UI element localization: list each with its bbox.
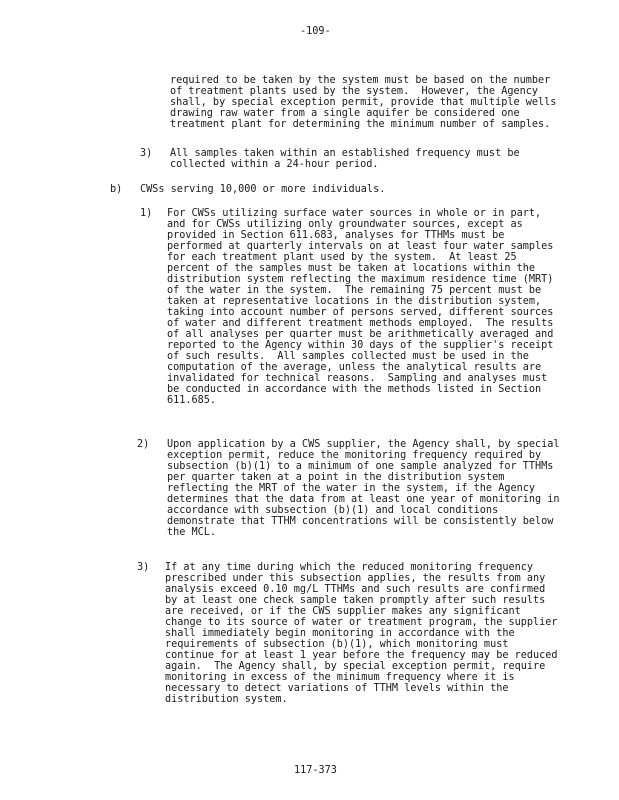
page-number: -109- bbox=[300, 26, 331, 37]
text-line: requirements of subsection (b)(1), which monitoring must bbox=[165, 639, 509, 650]
page-footer-id: 117-373 bbox=[294, 765, 337, 776]
text-line: are received, or if the CWS supplier makes any significant bbox=[165, 606, 521, 617]
text-line: the MCL. bbox=[167, 527, 217, 538]
section-label: b) bbox=[110, 184, 123, 195]
item-number: 1) bbox=[140, 208, 153, 219]
text-line: percent of the samples must be taken at locations within the bbox=[167, 263, 536, 274]
text-line: exception permit, reduce the monitoring frequency required by bbox=[167, 450, 542, 461]
item-paragraph bbox=[167, 208, 553, 406]
text-line: again. The Agency shall, by special exception permit, require bbox=[165, 661, 546, 672]
text-line: by at least one check sample taken promptly after such results bbox=[165, 595, 546, 606]
text-line: distribution system reflecting the maximum residence time (MRT) bbox=[167, 274, 554, 285]
text-line: 611.685. bbox=[167, 395, 217, 406]
text-line: invalidated for technical reasons. Sampling and analyses must bbox=[167, 373, 548, 384]
continued-paragraph bbox=[170, 75, 556, 130]
text-line: change to its source of water or treatment program, the supplier bbox=[165, 617, 558, 628]
text-line: Upon application by a CWS supplier, the Agency shall, by special bbox=[167, 439, 560, 450]
text-line: of the water in the system. The remaining 75 percent must be bbox=[167, 285, 542, 296]
item-number: 2) bbox=[137, 439, 150, 450]
text-line: shall, by special exception permit, provide that multiple wells bbox=[170, 97, 557, 108]
text-line: shall immediately begin monitoring in accordance with the bbox=[165, 628, 515, 639]
text-line: necessary to detect variations of TTHM levels within the bbox=[165, 683, 509, 694]
text-line: analysis exceed 0.10 mg/L TTHMs and such results are confirmed bbox=[165, 584, 546, 595]
text-line: and for CWSs utilizing only groundwater sources, except as bbox=[167, 219, 523, 230]
text-line: of treatment plants used by the system. However, the Agency bbox=[170, 86, 539, 97]
item-paragraph bbox=[170, 148, 520, 170]
text-line: reported to the Agency within 30 days of the supplier's receipt bbox=[167, 340, 554, 351]
text-line: drawing raw water from a single aquifer be considered one bbox=[170, 108, 520, 119]
text-line: performed at quarterly intervals on at least four water samples bbox=[167, 241, 554, 252]
text-line: computation of the average, unless the analytical results are bbox=[167, 362, 542, 373]
text-line: provided in Section 611.683, analyses for TTHMs must be bbox=[167, 230, 505, 241]
text-line: All samples taken within an established frequency must be bbox=[170, 148, 520, 159]
section-heading: CWSs serving 10,000 or more individuals. bbox=[140, 184, 386, 195]
text-line: collected within a 24-hour period. bbox=[170, 159, 379, 170]
text-line: For CWSs utilizing surface water sources in whole or in part, bbox=[167, 208, 542, 219]
text-line: required to be taken by the system must be based on the number bbox=[170, 75, 551, 86]
text-line: taken at representative locations in the distribution system, bbox=[167, 296, 542, 307]
item-number: 3) bbox=[137, 562, 150, 573]
text-line: monitoring in excess of the minimum frequency where it is bbox=[165, 672, 515, 683]
item-paragraph bbox=[167, 439, 560, 538]
text-line: prescribed under this subsection applies, the results from any bbox=[165, 573, 546, 584]
text-line: If at any time during which the reduced monitoring frequency bbox=[165, 562, 534, 573]
text-line: treatment plant for determining the minimum number of samples. bbox=[170, 119, 551, 130]
text-line: distribution system. bbox=[165, 694, 288, 705]
text-line: demonstrate that TTHM concentrations will be consistently below bbox=[167, 516, 554, 527]
text-line: of water and different treatment methods employed. The results bbox=[167, 318, 554, 329]
text-line: per quarter taken at a point in the distribution system bbox=[167, 472, 505, 483]
text-line: for each treatment plant used by the system. At least 25 bbox=[167, 252, 517, 263]
text-line: be conducted in accordance with the methods listed in Section bbox=[167, 384, 542, 395]
text-line: accordance with subsection (b)(1) and local conditions bbox=[167, 505, 499, 516]
text-line: taking into account number of persons served, different sources bbox=[167, 307, 554, 318]
text-line: of all analyses per quarter must be arithmetically averaged and bbox=[167, 329, 554, 340]
text-line: reflecting the MRT of the water in the system, if the Agency bbox=[167, 483, 536, 494]
text-line: subsection (b)(1) to a minimum of one sample analyzed for TTHMs bbox=[167, 461, 554, 472]
text-line: determines that the data from at least one year of monitoring in bbox=[167, 494, 560, 505]
text-line: continue for at least 1 year before the frequency may be reduced bbox=[165, 650, 558, 661]
item-number: 3) bbox=[140, 148, 153, 159]
item-paragraph bbox=[165, 562, 558, 705]
text-line: of such results. All samples collected must be used in the bbox=[167, 351, 529, 362]
